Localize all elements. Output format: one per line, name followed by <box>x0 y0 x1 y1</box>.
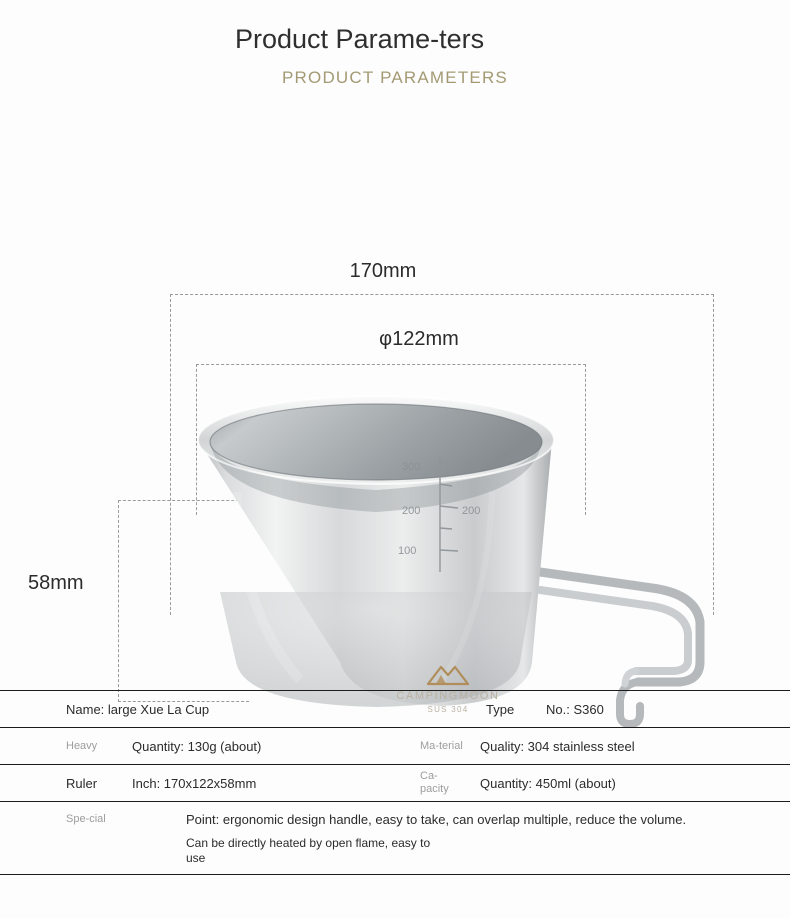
table-row <box>0 691 790 728</box>
spec-type-cell <box>486 691 790 727</box>
spec-name-cell <box>0 691 486 727</box>
brand-name: CAMPINGMOON <box>396 690 500 702</box>
spec-type-value: No.: S360 <box>546 701 604 717</box>
spec-capacity-cell <box>420 765 790 801</box>
page-header <box>0 0 790 88</box>
spec-material-cell <box>420 728 790 764</box>
svg-text:200: 200 <box>462 505 481 517</box>
cup-illustration <box>140 362 740 732</box>
spec-capacity-value: Quantity: 450ml (about) <box>480 775 616 791</box>
spec-weight-key: Heavy <box>66 739 98 752</box>
svg-text:100: 100 <box>398 545 417 557</box>
spec-size-cell <box>0 765 420 801</box>
page-subtitle: PRODUCT PARAMETERS <box>282 68 508 87</box>
spec-special-note: Can be directly heated by open flame, easy to use <box>186 836 431 865</box>
svg-text:300: 300 <box>402 461 421 473</box>
spec-material-value: Quality: 304 stainless steel <box>480 738 635 754</box>
spec-material-key: Ma-terial <box>420 739 463 752</box>
svg-text:200: 200 <box>402 505 421 517</box>
spec-capacity-key: Ca-pacity <box>420 770 449 795</box>
specification-table <box>0 690 790 875</box>
table-row <box>0 728 790 765</box>
page-title: Product Parame-ters <box>235 24 485 54</box>
table-row <box>0 765 790 802</box>
spec-special-key: Spe-cial <box>66 812 106 825</box>
spec-name-value: Name: large Xue La Cup <box>66 701 210 717</box>
cup-svg <box>140 362 740 732</box>
table-row-special <box>0 802 790 874</box>
dimension-label-diameter: φ122mm <box>379 328 459 350</box>
brand-material: SUS 304 <box>427 705 469 714</box>
svg-text:360: 360 <box>462 459 481 471</box>
spec-special-value: Point: ergonomic design handle, easy to take, can overlap multiple, reduce the volume. <box>186 811 687 827</box>
spec-size-value: Inch: 170x122x58mm <box>132 775 257 791</box>
spec-weight-cell <box>0 728 420 764</box>
spec-size-key: Ruler <box>66 775 98 791</box>
dimension-label-width: 170mm <box>349 260 417 282</box>
dimension-label-height: 58mm <box>28 572 84 594</box>
spec-weight-value: Quantity: 130g (about) <box>132 738 262 754</box>
spec-type-key: Type <box>486 701 515 717</box>
